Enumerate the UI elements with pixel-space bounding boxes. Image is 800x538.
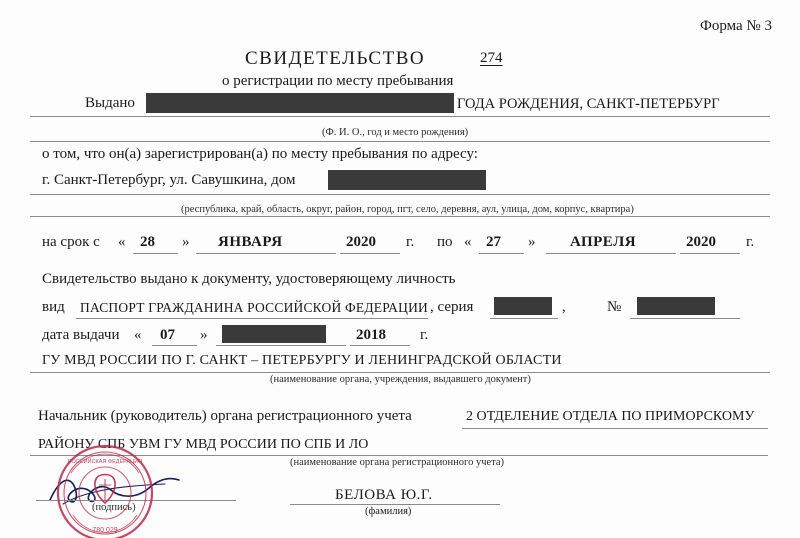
registration-statement: о том, что он(а) зарегистрирован(а) по месту пребывания по адресу: [42, 146, 478, 162]
redacted-series-block [494, 297, 552, 315]
identity-date-g: г. [420, 327, 429, 343]
official-org-line1: 2 ОТДЕЛЕНИЕ ОТДЕЛА ПО ПРИМОРСКОМУ [466, 409, 755, 424]
period-label: на срок с [42, 234, 100, 250]
identity-date-label: дата выдачи [42, 327, 120, 343]
certificate-number: 274 [480, 50, 503, 66]
identity-intro: Свидетельство выдано к документу, удостоверяющему личность [42, 271, 456, 287]
official-role-label: Начальник (руководитель) органа регистрационного учета [38, 408, 412, 424]
family-name-caption: (фамилия) [365, 506, 412, 517]
issued-label: Выдано [85, 95, 135, 111]
signature-rule [36, 500, 236, 501]
svg-text:780 029: 780 029 [92, 527, 118, 534]
period-from-day-rule [133, 253, 178, 254]
identity-date-day: 07 [160, 327, 175, 343]
identity-authority-caption: (наименование органа, учреждения, выдавшего документ) [270, 374, 531, 385]
signature-caption: (подпись) [92, 502, 136, 513]
period-to-open-quote: « [464, 234, 472, 250]
period-to-month: АПРЕЛЯ [570, 234, 637, 250]
identity-kind-value: ПАСПОРТ ГРАЖДАНИНА РОССИЙСКОЙ ФЕДЕРАЦИИ [80, 300, 428, 315]
identity-kind-rule [76, 318, 428, 319]
period-to-g: г. [746, 234, 755, 250]
identity-authority: ГУ МВД РОССИИ ПО Г. САНКТ – ПЕТЕРБУРГУ И ЛЕНИНГРАДСКОЙ ОБЛАСТИ [42, 353, 562, 368]
issued-rule [30, 116, 770, 117]
issued-caption: (Ф. И. О., год и место рождения) [322, 127, 469, 138]
address-rule-2 [30, 216, 770, 217]
period-to-day: 27 [486, 234, 501, 250]
identity-authority-rule [30, 372, 770, 373]
period-from-month-rule [196, 253, 336, 254]
period-to-year: 2020 [686, 234, 716, 250]
identity-number-rule [630, 318, 740, 319]
official-org-rule-1 [462, 428, 768, 429]
official-org-rule-2 [30, 455, 768, 456]
official-org-caption: (наименование органа регистрационного учета) [290, 457, 505, 468]
registration-address: г. Санкт-Петербург, ул. Савушкина, дом [42, 172, 296, 188]
period-from-open-quote: « [118, 234, 126, 250]
period-from-year: 2020 [346, 234, 376, 250]
identity-series-comma: , [562, 299, 566, 315]
identity-date-open-quote: « [134, 327, 142, 343]
period-to-close-quote: » [528, 234, 536, 250]
issued-tail-text: ГОДА РОЖДЕНИЯ, САНКТ-ПЕТЕРБУРГ [457, 96, 720, 112]
issued-rule-2 [30, 141, 770, 142]
identity-kind-label: вид [42, 299, 65, 315]
identity-date-year-rule [350, 345, 410, 346]
svg-text:РОССИЙСКАЯ ФЕДЕРАЦИЯ: РОССИЙСКАЯ ФЕДЕРАЦИЯ [67, 459, 143, 465]
identity-date-year: 2018 [356, 327, 386, 343]
identity-date-day-rule [152, 345, 197, 346]
period-to-month-rule [546, 253, 676, 254]
family-name-rule [290, 504, 500, 505]
address-caption: (республика, край, область, округ, район, город, пгт, село, деревня, аул, улица, дом, корпус, квартира) [181, 204, 634, 215]
official-org-line2: РАЙОНУ СПБ УВМ ГУ МВД РОССИИ ПО СПБ И ЛО [38, 437, 369, 452]
page-subtitle: о регистрации по месту пребывания [222, 73, 454, 89]
redacted-name-block [146, 93, 454, 113]
form-number: Форма № 3 [700, 18, 772, 34]
period-from-close-quote: » [182, 234, 190, 250]
identity-series-label: , серия [430, 299, 474, 315]
period-to-label: по [437, 234, 453, 250]
redacted-address-block [328, 170, 486, 190]
period-from-day: 28 [140, 234, 155, 250]
period-to-year-rule [680, 253, 740, 254]
page-title: СВИДЕТЕЛЬСТВО [245, 48, 426, 69]
identity-number-label: № [607, 299, 622, 315]
identity-series-rule [490, 318, 558, 319]
period-from-g: г. [406, 234, 415, 250]
period-from-year-rule [340, 253, 400, 254]
identity-date-month-rule [216, 345, 346, 346]
period-from-month: ЯНВАРЯ [218, 234, 283, 250]
redacted-month-block [222, 325, 326, 343]
redacted-number-block [637, 297, 715, 315]
period-to-day-rule [479, 253, 524, 254]
identity-date-close-quote: » [200, 327, 208, 343]
official-family-name: БЕЛОВА Ю.Г. [335, 487, 433, 503]
address-rule [30, 194, 770, 195]
